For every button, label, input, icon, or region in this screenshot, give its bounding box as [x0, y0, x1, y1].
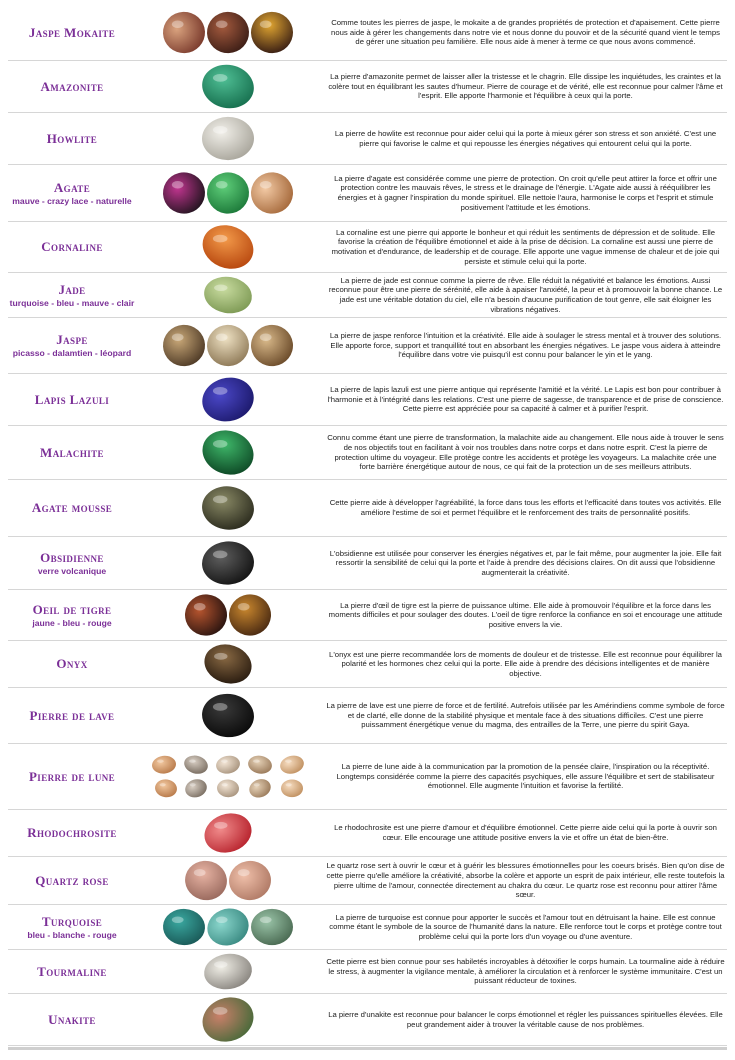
stone-highlight: [213, 550, 228, 558]
stone-photo-group: [136, 950, 320, 993]
stone-photo-group: [136, 537, 320, 589]
stone-row: [8, 537, 727, 590]
stone-photo-group: [136, 318, 320, 373]
stone-photo: [226, 858, 274, 904]
stone-title-block: [8, 240, 136, 254]
stone-photo: [180, 590, 233, 640]
stone-title-block: [8, 132, 136, 146]
stone-photo: [251, 909, 293, 945]
stone-row: [8, 810, 727, 857]
stone-photo-group: [136, 810, 320, 856]
stone-photo-svg: [136, 318, 320, 373]
stone-description: La pierre de lapis lazuli est une pierre antique qui représente l'amitié et la vérité. Le Lapis est bon pour contribuer à l'harmonie et à l'intégrité dans les relations. C'est une pierre de sagesse, de transparence et de prise de conscience. Cette pierre est appréciée pour sa capacité à calmer et à purifier l'esprit.: [327, 385, 724, 414]
stone-photo: [201, 273, 255, 317]
stone-photo: [199, 483, 257, 533]
stone-name: Unakite: [48, 1011, 96, 1027]
stone-varieties: jaune - bleu - rouge: [32, 617, 112, 628]
stone-photo-svg: [136, 810, 320, 856]
stone-photo-group: [136, 744, 320, 809]
stone-row: [8, 480, 727, 537]
stone-highlight: [157, 760, 164, 763]
stone-highlight: [216, 181, 228, 188]
stone-name: Pierre de lave: [29, 707, 115, 723]
stone-photo-group: [136, 165, 320, 221]
stone-photo: [204, 169, 252, 216]
stone-highlight: [216, 334, 228, 341]
stone-photo: [246, 776, 273, 801]
stone-highlight: [254, 783, 260, 786]
stone-photo-svg: [136, 950, 320, 993]
stone-photo: [227, 593, 273, 638]
stone-name: Amazonite: [40, 78, 104, 94]
stone-photo-group: [136, 273, 320, 317]
stone-title-block: [8, 26, 136, 40]
stone-title-block: [8, 709, 136, 723]
stone-title-block: [8, 874, 136, 888]
stone-name: Obsidienne: [40, 549, 104, 565]
stone-title-block: [8, 80, 136, 94]
stone-description: L'onyx est une pierre recommandée lors de moments de douleur et de tristesse. Elle est reconnue pour équilibrer la polarité et les hormones chez celui qui la porte. Elle aide à prendre des décisions intelligentes et de manière objective.: [329, 649, 722, 678]
stone-title-block: [8, 915, 136, 940]
stone-photo: [201, 905, 254, 949]
stone-highlight: [213, 126, 228, 134]
stone-photo: [199, 810, 257, 856]
stone-highlight: [213, 74, 228, 82]
stone-highlight: [238, 869, 250, 876]
stone-photo-group: [136, 480, 320, 536]
stone-highlight: [213, 440, 228, 448]
stone-row: [8, 950, 727, 994]
stone-description: La pierre d'agate est considérée comme une pierre de protection. On croit qu'elle peut attirer la force et offrir une protection contre les mauvais rêves, le stress et le drainage de l'énergie. L'Agate aide aussi à rééquilibrer les énergies et à gagner l'inspiration du monde spirituel. Elle nettoie l'aura, harmonise le corps et l'esprit et stimule positivement l'attitude et les émotions.: [334, 173, 717, 212]
stone-photo: [196, 994, 261, 1045]
stone-description: Le quartz rose sert à ouvrir le cœur et à guérir les blessures émotionnelles pour les coeurs brisés. Bien qu'on dise de cette pierre qu'elle améliore la créativité, absorbe la colère et apporte un esprit de paix intérieur, elle reste toutefois la pierre ultime de l'amour, connectée directement au chakra du cœur. Le quartz rose est reconnu pour attirer l'âme sœur.: [326, 861, 725, 900]
stone-description: Comme toutes les pierres de jaspe, le mokaite a de grandes propriétés de protection et d'apaisement. Cette pierre nous aide à gérer les changements dans notre vie et nous donne du pouvoir et de la sécurité quand vient le temps de gérer une situation peu familière. Elle nous aide à mener à terme ce que nous avons commencé.: [331, 18, 720, 47]
stone-photo: [154, 778, 178, 799]
stone-name: Tourmaline: [37, 963, 107, 979]
stone-title-block: [8, 603, 136, 628]
stone-highlight: [190, 783, 196, 786]
stone-photo-svg: [136, 5, 320, 60]
stone-description: Cette pierre aide à développer l'agréabilité, la force dans tous les efforts et l'efficacité dans toutes vos activités. Elle améliore l'estime de soi et permet l'équilibre et le renforcement des traits de personnalité positifs.: [329, 498, 722, 517]
stone-title-block: [8, 446, 136, 460]
stone-photo: [156, 5, 212, 60]
stone-photo-svg: [136, 222, 320, 272]
stone-photo: [159, 168, 210, 218]
stone-title-block: [8, 657, 136, 671]
stone-photo-svg: [136, 641, 320, 687]
stone-description: La pierre d'œil de tigre est la pierre de puissance ultime. Elle aide à promouvoir l'équilibre et la force dans les moments difficiles et pour soulager des doutes. L'oeil de tigre renforce la confiance en soi et encourage une attitude positive envers la vie.: [328, 600, 723, 629]
stone-highlight: [286, 783, 292, 786]
stone-photo: [201, 319, 255, 372]
stone-row: [8, 905, 727, 950]
stone-photo-group: [136, 5, 320, 60]
stone-photo-group: [136, 994, 320, 1045]
stone-description: La pierre de howlite est reconnue pour aider celui qui la porte à mieux gérer son stress et son anxiété. C'est une pierre qui favorise le calme et qui repousse les énergies négatives qui entourent celui qui la porte.: [334, 128, 717, 148]
stone-highlight: [260, 334, 272, 341]
stone-highlight: [213, 235, 228, 243]
stone-photo-svg: [136, 273, 320, 317]
stone-photo: [196, 426, 260, 479]
stone-photo: [196, 222, 261, 272]
stone-varieties: mauve - crazy lace - naturelle: [12, 195, 132, 206]
stone-photo-svg: [136, 165, 320, 221]
stone-photo-group: [136, 426, 320, 479]
stone-title-block: [8, 551, 136, 576]
stone-photo-svg: [136, 113, 320, 164]
stone-photo: [249, 323, 296, 369]
stone-highlight: [260, 181, 272, 188]
stone-photo: [199, 641, 257, 687]
stone-highlight: [213, 703, 228, 711]
stone-highlight: [213, 1007, 228, 1015]
stone-photo-group: [136, 857, 320, 904]
stone-photo-svg: [136, 744, 320, 809]
stone-title-block: [8, 1013, 136, 1027]
stone-row: [8, 994, 727, 1046]
stone-name: Jade: [58, 281, 86, 297]
stone-photo: [162, 324, 206, 367]
stone-description: La pierre de jaspe renforce l'intuition et la créativité. Elle aide à soulager le stress mental et à trouver des solutions. Elle apporte force, support et tranquillité tout en absorbant les énergies négatives. Le jaspe vous aidera à atteindre l'équilibre dans votre vie puisqu'il est connu pour balancer le yin et le yang.: [329, 331, 722, 360]
stone-photo-svg: [136, 480, 320, 536]
stone-photo-group: [136, 113, 320, 164]
stone-title-block: [8, 965, 136, 979]
stone-title-block: [8, 826, 136, 840]
stone-row: [8, 5, 727, 61]
stone-row: [8, 374, 727, 426]
stone-highlight: [253, 760, 260, 763]
stone-description: La pierre d'unakite est reconnue pour balancer le corps émotionnel et régler les puissances spirituelles élevées. Elle peut grandement aider à trouver la véritable cause de nos problèmes.: [328, 1009, 723, 1029]
stone-highlight: [194, 869, 206, 876]
stone-photo: [246, 754, 273, 776]
stone-name: Lapis Lazuli: [34, 391, 110, 407]
stone-title-block: [8, 283, 136, 308]
stone-name: Agate: [53, 179, 91, 195]
stone-varieties: verre volcanique: [37, 565, 107, 576]
stone-highlight: [172, 21, 184, 28]
stone-photo-svg: [136, 857, 320, 904]
stone-photo: [201, 950, 254, 992]
stone-row: [8, 744, 727, 810]
stone-row: [8, 688, 727, 744]
stone-title-block: [8, 333, 136, 358]
stone-varieties: bleu - blanche - rouge: [27, 929, 117, 940]
stone-row: [8, 165, 727, 222]
stone-description: La pierre de jade est connue comme la pierre de rêve. Elle réduit la négativité et balance les émotions. Aussi reconnue pour être une pierre de sérénité, elle aide à apaiser l'anxiété, la peur et à promouvoir la bonne chance. Le jade est une véritable dotation du ciel, elle n'a besoin d'aucune purification de tout genre, elle sait éloigner les vibrations négatives.: [328, 275, 723, 314]
stone-photo-svg: [136, 994, 320, 1045]
stone-photo: [278, 753, 306, 776]
stone-photo-group: [136, 905, 320, 949]
stone-photo: [202, 116, 255, 160]
stone-description: La pierre de turquoise est connue pour apporter le succès et l'amour tout en détruisant la haine. Elle est connue comme étant le symbole de la source de l'humanité dans la nature. Elle renforce tout le corps et protège contre tout problème celui qui la porte lors d'un voyage ou d'une aventure.: [329, 912, 722, 941]
stone-row: [8, 61, 727, 113]
stone-highlight: [214, 653, 227, 660]
stone-highlight: [189, 760, 196, 763]
stone-photo-svg: [136, 374, 320, 425]
stone-description: Le rhodochrosite est une pierre d'amour et d'équilibre émotionnel. Cette pierre aide celui qui la porte à ouvrir son cœur. Elle encourage une attitude positive envers la vie et offre un état de bien-être.: [334, 823, 717, 842]
stone-photo-svg: [136, 537, 320, 589]
stone-name: Cornaline: [41, 239, 103, 254]
stone-photo-group: [136, 374, 320, 425]
stone-name: Howlite: [46, 130, 98, 146]
stone-row: [8, 222, 727, 273]
stone-varieties: picasso - dalamtien - léopard: [12, 348, 132, 358]
stone-row: [8, 426, 727, 480]
stone-highlight: [172, 917, 184, 924]
stone-row: [8, 318, 727, 374]
stone-photo: [151, 754, 177, 774]
stone-highlight: [213, 495, 228, 503]
stone-row: [8, 857, 727, 905]
stone-highlight: [216, 21, 228, 28]
stone-varieties: turquoise - bleu - mauve - clair: [9, 297, 135, 308]
stone-title-block: [8, 393, 136, 407]
stone-photo-svg: [136, 905, 320, 949]
stone-photo-group: [136, 61, 320, 112]
stone-photo-svg: [136, 61, 320, 112]
stone-photo: [246, 167, 299, 219]
stone-description: La pierre de lave est une pierre de force et de fertilité. Autrefois utilisée par les Amérindiens comme symbole de force et de clarté, elle donne de la stabilité physique et mentale face à des situations difficiles. C'est une pierre puissamment énergétique venue du magma, des entrailles de la Terre, une pierre du spirit Gaya.: [326, 701, 725, 730]
stone-photo: [200, 539, 256, 586]
stone-highlight: [172, 334, 184, 341]
stone-title-block: [8, 770, 136, 784]
stone-photo: [206, 11, 249, 54]
stone-highlight: [214, 961, 227, 967]
stone-name: Jaspe Mokaite: [28, 24, 116, 40]
stone-photo-group: [136, 688, 320, 743]
stone-photo: [197, 374, 259, 425]
stone-photo-svg: [136, 426, 320, 479]
stone-row: [8, 641, 727, 688]
stone-highlight: [213, 387, 228, 395]
stone-highlight: [260, 917, 272, 924]
stone-name: Agate mousse: [31, 500, 113, 515]
stone-name: Onyx: [56, 656, 88, 671]
stone-photo-svg: [136, 590, 320, 640]
stone-photo: [183, 776, 210, 800]
stone-photo: [162, 908, 206, 947]
stone-title-block: [8, 181, 136, 206]
stone-row: [8, 113, 727, 165]
stone-highlight: [194, 603, 206, 610]
stone-description: L'obsidienne est utilisée pour conserver les énergies négatives et, par le fait même, pour augmenter la joie. Elle fait ressortir la sensibilité de celui qui la porte et l'aide à prendre des décisions claires. On dit aussi que l'obsidienne augmenterait la créativité.: [329, 548, 722, 577]
stone-highlight: [214, 822, 227, 829]
stone-name: Pierre de lune: [28, 768, 116, 784]
stone-highlight: [216, 917, 228, 924]
stone-name: Rhodochrosite: [27, 825, 117, 840]
stone-photo: [281, 779, 303, 797]
stone-description: La cornaline est une pierre qui apporte le bonheur et qui réduit les sentiments de dépression et de solitude. Elle favorise la création de l'équilibre émotionnel et aide à la prise de décision. La cornaline est aussi une pierre de motivation et d'endurance, de leadership et de courage. Elle apporte une vague immense de chaleur et de joie qui persiste et stimule celui qui la porte.: [331, 227, 720, 266]
stone-photo: [216, 779, 239, 798]
stone-highlight: [160, 783, 166, 786]
stone-photo: [200, 691, 256, 739]
bottom-divider: [8, 1047, 727, 1050]
stone-photo: [198, 61, 258, 112]
stone-name: Oeil de tigre: [32, 601, 112, 617]
stone-photo-svg: [136, 688, 320, 743]
stone-row: [8, 590, 727, 641]
stone-photo-group: [136, 641, 320, 687]
stone-photo: [245, 6, 299, 59]
stone-photo: [182, 753, 210, 777]
stone-photo-group: [136, 590, 320, 640]
stone-name: Malachite: [40, 444, 104, 460]
stone-description: Cette pierre est bien connue pour ses habiletés incroyables à détoxifier le corps humain. La tourmaline aide à réduire le stress, à augmenter la vigilance mentale, à améliorer la circulation et à renforcer le système immunitaire. C'est un puissant réducteur de toxines.: [326, 957, 725, 986]
stone-description: La pierre d'amazonite permet de laisser aller la tristesse et le chagrin. Elle dissipe les inquiétudes, les craintes et la colère tout en équilibrant les sautes d'humeur. Pierre de courage et de vérité, elle est reconnue pour calmer l'âme et l'esprit. Elle apporte l'harmonie et l'équilibre à ceux qui la porte.: [328, 72, 723, 101]
stone-title-block: [8, 501, 136, 515]
stone-highlight: [214, 285, 227, 292]
stone-name: Jaspe: [56, 332, 88, 347]
stone-highlight: [260, 21, 272, 28]
stone-photo: [215, 754, 242, 776]
stone-name: Turquoise: [41, 913, 103, 929]
stone-description: La pierre de lune aide à la communication par la promotion de la pensée claire, l'inspiration ou la réceptivité. Longtemps considérée comme la pierre des capacités psychiques, elle assure l'équilibre et sert de stabilisateur émotionnel. Elle augmente l'intuition et favorise la fertilité.: [336, 762, 715, 791]
stone-name: Quartz rose: [35, 872, 109, 888]
stone-highlight: [222, 783, 228, 786]
stone-photo: [180, 857, 232, 904]
stone-description: Connu comme étant une pierre de transformation, la malachite aide au changement. Elle nous aide à trouver le sens de nos objectifs tout en facilitant à voir nos troubles dans notre corps et dans notre esprit. C'est la pierre de protection ultime du voyageur. Elle protège contre les accidents et protège les voyageurs. La malachite crée une forte barrière énergétique autour de nous, ce qui fait de la protection un de ses meilleurs attributs.: [327, 433, 724, 472]
stone-row: [8, 273, 727, 318]
stone-photo-group: [136, 222, 320, 272]
stone-highlight: [221, 760, 228, 763]
stone-highlight: [285, 760, 292, 763]
stone-highlight: [238, 603, 250, 610]
stone-highlight: [172, 181, 184, 188]
